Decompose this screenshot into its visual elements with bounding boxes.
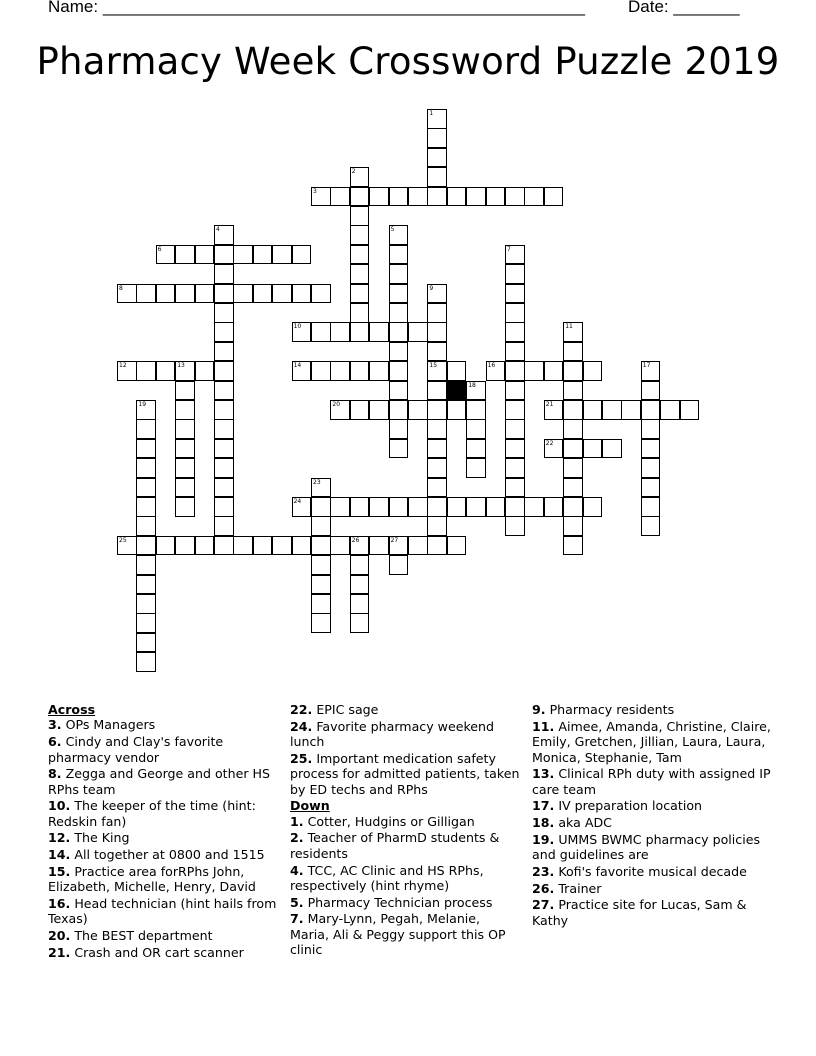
grid-cell[interactable] [136,652,156,672]
grid-cell[interactable] [544,497,564,517]
grid-cell[interactable] [505,478,525,498]
grid-cell[interactable] [311,613,331,633]
grid-cell[interactable] [641,497,661,517]
grid-cell[interactable] [214,516,234,536]
clue-down-13: 13. Clinical RPh duty with assigned IP care team [532,766,771,797]
grid-cell-25[interactable] [117,536,137,556]
grid-cell[interactable] [136,536,156,556]
grid-cell-24[interactable] [292,497,312,517]
clue-down-23: 23. Kofi's favorite musical decade [532,863,747,879]
grid-cell[interactable] [253,284,273,304]
grid-cell[interactable] [466,458,486,478]
grid-cell-18[interactable] [466,381,486,401]
grid-cell[interactable] [563,342,583,362]
grid-cell-22[interactable] [544,439,564,459]
clue-across-21: 21. Crash and OR cart scanner [48,944,244,960]
cell-number: 20 [332,401,341,408]
grid-cell[interactable] [272,284,292,304]
cell-number: 3 [313,187,317,195]
grid-cell[interactable] [563,400,583,420]
grid-cell[interactable] [156,284,176,304]
grid-cell[interactable] [330,187,350,207]
grid-cell-2[interactable] [350,167,370,187]
cell-number: 22 [545,439,554,447]
grid-cell[interactable] [311,575,331,595]
grid-cell[interactable] [253,245,273,265]
cell-number: 12 [119,362,127,370]
grid-cell[interactable] [544,361,564,381]
grid-cell[interactable] [330,361,350,381]
clue-column-3 [532,702,772,929]
grid-cell[interactable] [292,284,312,304]
cell-number: 13 [177,362,185,370]
cell-number: 8 [119,284,123,292]
clue-column-1 [48,702,284,961]
grid-cell[interactable] [641,381,661,401]
grid-cell[interactable] [214,439,234,459]
grid-cell[interactable] [486,187,506,207]
clue-down-7: 7. Mary-Lynn, Pegah, Melanie, Maria, Ali & Peggy support this OP clinic [290,911,506,958]
grid-cell[interactable] [136,555,156,575]
clue-down-2: 2. Teacher of PharmD students & residents [290,830,500,861]
grid-cell[interactable] [214,245,234,265]
grid-cell[interactable] [292,536,312,556]
grid-cell[interactable] [272,536,292,556]
grid-cell-19[interactable] [136,400,156,420]
cell-number: 17 [642,362,651,370]
header [48,0,740,17]
grid-cell[interactable] [175,381,195,401]
grid-cell[interactable] [505,419,525,439]
clue-across-14: 14. All together at 0800 and 1515 [48,847,265,863]
grid-cell-1[interactable] [427,109,447,129]
grid-cell[interactable] [214,478,234,498]
grid-cell[interactable] [427,536,447,556]
date-line[interactable]: _______ [673,0,740,16]
black-cell [447,381,467,401]
grid-cell[interactable] [214,536,234,556]
grid-cell[interactable] [214,458,234,478]
grid-cell[interactable] [427,342,447,362]
grid-cell[interactable] [136,361,156,381]
grid-cell[interactable] [641,458,661,478]
clue-across-25: 25. Important medication safety process for admitted patients, taken by ED techs and RPhs [290,750,520,797]
grid-cell[interactable] [350,284,370,304]
grid-cell[interactable] [505,458,525,478]
grid-cell[interactable] [505,516,525,536]
grid-cell[interactable] [311,284,331,304]
cell-number: 27 [390,536,399,544]
grid-cell[interactable] [214,303,234,323]
clue-column-2 [290,702,522,959]
cell-number: 1 [429,110,434,117]
grid-cell[interactable] [680,400,700,420]
grid-cell[interactable] [505,264,525,284]
grid-cell[interactable] [214,419,234,439]
grid-cell[interactable] [195,361,215,381]
grid-cell[interactable] [524,361,544,381]
grid-cell[interactable] [369,322,389,342]
down-heading: Down [290,798,330,814]
grid-cell[interactable] [311,594,331,614]
grid-cell[interactable] [427,128,447,148]
grid-cell[interactable] [389,381,409,401]
grid-cell[interactable] [621,400,641,420]
grid-cell[interactable] [583,439,603,459]
grid-cell[interactable] [641,419,661,439]
grid-cell[interactable] [272,245,292,265]
grid-cell[interactable] [330,536,350,556]
grid-cell[interactable] [350,575,370,595]
grid-cell[interactable] [369,536,389,556]
grid-cell[interactable] [408,400,428,420]
grid-cell[interactable] [641,478,661,498]
cell-number: 15 [429,362,438,370]
grid-cell[interactable] [505,497,525,517]
grid-cell[interactable] [466,187,486,207]
clue-down-19: 19. UMMS BWMC pharmacy policies and guidelines are [532,831,761,863]
grid-cell[interactable] [563,439,583,459]
grid-cell[interactable] [505,439,525,459]
grid-cell[interactable] [350,497,370,517]
grid-cell[interactable] [330,497,350,517]
grid-cell[interactable] [233,536,253,556]
grid-cell[interactable] [136,594,156,614]
grid-cell[interactable] [427,478,447,498]
clue-down-26: 26. Trainer [532,880,602,896]
grid-cell[interactable] [136,516,156,536]
grid-cell[interactable] [427,187,447,207]
clue-down-1: 1. Cotter, Hudgins or Gilligan [290,813,475,829]
grid-cell[interactable] [563,458,583,478]
clue-down-5: 5. Pharmacy Technician process [290,894,493,910]
grid-cell[interactable] [136,633,156,653]
grid-cell-13[interactable] [175,361,195,381]
grid-cell-4[interactable] [214,225,234,245]
grid-cell[interactable] [350,303,370,323]
grid-cell[interactable] [311,536,331,556]
grid-cell[interactable] [389,245,409,265]
grid-cell[interactable] [214,284,234,304]
grid-cell[interactable] [389,187,409,207]
grid-cell[interactable] [563,516,583,536]
grid-cell[interactable] [602,439,622,459]
grid-cell[interactable] [505,322,525,342]
cell-number: 9 [429,284,434,292]
grid-cell[interactable] [447,187,467,207]
grid-cell[interactable] [214,400,234,420]
clue-across-24: 24. Favorite pharmacy weekend lunch [290,718,495,750]
grid-cell[interactable] [253,536,273,556]
grid-cell[interactable] [350,594,370,614]
grid-cell-15[interactable] [427,361,447,381]
grid-cell[interactable] [389,303,409,323]
grid-cell[interactable] [427,419,447,439]
grid-cell[interactable] [447,361,467,381]
grid-cell[interactable] [505,284,525,304]
cell-number: 23 [313,478,321,486]
grid-cell[interactable] [389,419,409,439]
clue-down-27: 27. Practice site for Lucas, Sam & Kathy [532,897,747,928]
grid-cell[interactable] [408,322,428,342]
grid-cell[interactable] [466,439,486,459]
grid-cell[interactable] [544,187,564,207]
grid-cell[interactable] [175,439,195,459]
grid-cell[interactable] [408,497,428,517]
clue-across-22: 22. EPIC sage [290,702,379,717]
grid-cell-12[interactable] [117,361,137,381]
cell-number: 11 [565,323,573,331]
date-group [628,0,740,17]
cell-number: 25 [119,536,127,544]
clue-across-10: 10. The keeper of the time (hint: Redskin fan) [48,798,256,829]
grid-cell[interactable] [195,245,215,265]
across-heading: Across [48,702,96,717]
grid-cell-20[interactable] [330,400,350,420]
date-label: Date: [628,0,669,16]
clue-across-8: 8. Zegga and George and other HS RPhs team [48,766,270,797]
grid-cell[interactable] [136,284,156,304]
grid-cell[interactable] [660,400,680,420]
grid-cell[interactable] [389,284,409,304]
grid-cell[interactable] [350,555,370,575]
grid-cell-7[interactable] [505,245,525,265]
grid-cell[interactable] [369,400,389,420]
grid-cell[interactable] [505,187,525,207]
grid-cell-9[interactable] [427,284,447,304]
grid-cell[interactable] [427,303,447,323]
grid-cell[interactable] [427,439,447,459]
grid-cell[interactable] [563,419,583,439]
grid-cell[interactable] [524,497,544,517]
grid-cell[interactable] [389,342,409,362]
grid-cell[interactable] [175,400,195,420]
clue-across-15: 15. Practice area forRPhs John, Elizabeth, Michelle, Henry, David [48,863,256,895]
grid-cell[interactable] [136,439,156,459]
grid-cell[interactable] [156,536,176,556]
grid-cell[interactable] [427,148,447,168]
clue-across-12: 12. The King [48,830,130,846]
grid-cell-21[interactable] [544,400,564,420]
name-line[interactable]: ___________________________________________________ [102,0,585,16]
grid-cell[interactable] [214,264,234,284]
grid-cell[interactable] [350,264,370,284]
grid-cell[interactable] [563,536,583,556]
grid-cell[interactable] [447,536,467,556]
grid-cell[interactable] [408,536,428,556]
clue-down-11: 11. Aimee, Amanda, Christine, Claire, Emily, Gretchen, Jillian, Laura, Laura, Monica, Stephanie, Tam [532,718,771,765]
grid-cell[interactable] [350,361,370,381]
name-label: Name: [48,0,99,16]
clue-across-20: 20. The BEST department [48,928,213,944]
grid-cell[interactable] [389,322,409,342]
grid-cell[interactable] [214,322,234,342]
grid-cell-16[interactable] [486,361,506,381]
grid-cell[interactable] [427,381,447,401]
grid-cell-6[interactable] [156,245,176,265]
cell-number: 5 [390,226,395,234]
grid-cell[interactable] [136,497,156,517]
grid-cell[interactable] [311,555,331,575]
clue-down-4: 4. TCC, AC Clinic and HS RPhs, respectively (hint rhyme) [290,862,484,893]
grid-cell[interactable] [524,187,544,207]
grid-cell[interactable] [563,381,583,401]
grid-cell[interactable] [466,497,486,517]
grid-cell[interactable] [350,206,370,226]
clue-across-16: 16. Head technician (hint hails from Texas) [48,895,277,927]
grid-cell[interactable] [175,458,195,478]
cell-number: 4 [216,226,220,234]
grid-cell[interactable] [602,400,622,420]
cell-number: 24 [293,498,302,505]
grid-cell[interactable] [195,536,215,556]
grid-cell[interactable] [583,400,603,420]
grid-cell[interactable] [175,284,195,304]
grid-cell[interactable] [311,361,331,381]
grid-cell[interactable] [195,284,215,304]
clue-down-17: 17. IV preparation location [532,798,703,814]
grid-cell[interactable] [136,613,156,633]
grid-cell[interactable] [427,400,447,420]
grid-cell[interactable] [156,361,176,381]
grid-cell[interactable] [505,303,525,323]
grid-cell[interactable] [583,361,603,381]
grid-cell[interactable] [350,322,370,342]
grid-cell[interactable] [447,400,467,420]
cell-number: 16 [487,362,496,370]
grid-cell[interactable] [427,458,447,478]
grid-cell[interactable] [389,555,409,575]
clue-down-18: 18. aka ADC [532,815,612,831]
grid-cell[interactable] [136,478,156,498]
grid-cell[interactable] [408,187,428,207]
grid-cell[interactable] [175,419,195,439]
grid-cell[interactable] [136,419,156,439]
grid-cell[interactable] [447,497,467,517]
grid-cell-11[interactable] [563,322,583,342]
grid-cell[interactable] [350,187,370,207]
cell-number: 26 [351,536,360,544]
grid-cell[interactable] [389,497,409,517]
grid-cell[interactable] [505,342,525,362]
grid-cell-8[interactable] [117,284,137,304]
grid-cell[interactable] [311,322,331,342]
grid-cell[interactable] [563,361,583,381]
grid-cell-5[interactable] [389,225,409,245]
grid-cell[interactable] [389,439,409,459]
grid-cell-26[interactable] [350,536,370,556]
grid-cell[interactable] [350,225,370,245]
grid-cell[interactable] [389,400,409,420]
clue-down-9: 9. Pharmacy residents [532,702,675,717]
grid-cell[interactable] [214,342,234,362]
grid-cell[interactable] [175,478,195,498]
cell-number: 18 [468,381,476,389]
grid-cell[interactable] [136,458,156,478]
grid-cell[interactable] [369,187,389,207]
cell-number: 19 [138,401,147,408]
grid-cell[interactable] [641,439,661,459]
grid-cell[interactable] [427,167,447,187]
grid-cell[interactable] [136,575,156,595]
grid-cell[interactable] [214,361,234,381]
grid-cell[interactable] [175,245,195,265]
clue-across-3: 3. OPs Managers [48,717,156,733]
grid-cell[interactable] [311,497,331,517]
cell-number: 2 [351,168,356,176]
cell-number: 21 [545,401,554,408]
grid-cell[interactable] [389,361,409,381]
grid-cell[interactable] [292,245,312,265]
grid-cell-17[interactable] [641,361,661,381]
grid-cell[interactable] [350,245,370,265]
grid-cell[interactable] [563,497,583,517]
grid-cell[interactable] [641,400,661,420]
clue-across-6: 6. Cindy and Clay's favorite pharmacy vendor [48,734,224,765]
grid-cell[interactable] [505,361,525,381]
grid-cell[interactable] [350,613,370,633]
grid-cell[interactable] [369,361,389,381]
grid-cell-14[interactable] [292,361,312,381]
grid-cell-3[interactable] [311,187,331,207]
grid-cell[interactable] [583,497,603,517]
cell-number: 10 [293,323,302,331]
grid-cell[interactable] [233,284,253,304]
grid-cell[interactable] [427,322,447,342]
grid-cell[interactable] [350,400,370,420]
cell-number: 6 [157,245,162,253]
grid-cell-23[interactable] [311,478,331,498]
grid-cell[interactable] [311,516,331,536]
grid-cell[interactable] [330,322,350,342]
grid-cell[interactable] [214,497,234,517]
grid-cell[interactable] [427,497,447,517]
cell-number: 7 [507,245,511,253]
grid-cell[interactable] [466,400,486,420]
grid-cell-10[interactable] [292,322,312,342]
grid-cell-27[interactable] [389,536,409,556]
grid-cell[interactable] [427,516,447,536]
cell-number: 14 [293,362,302,370]
grid-cell[interactable] [486,497,506,517]
grid-cell[interactable] [389,264,409,284]
grid-cell[interactable] [175,497,195,517]
grid-cell[interactable] [563,478,583,498]
grid-cell[interactable] [369,497,389,517]
grid-cell[interactable] [175,536,195,556]
grid-cell[interactable] [641,516,661,536]
grid-cell[interactable] [214,381,234,401]
page-title: Pharmacy Week Crossword Puzzle 2019 [36,40,780,83]
grid-cell[interactable] [466,419,486,439]
grid-cell[interactable] [505,400,525,420]
grid-cell[interactable] [505,381,525,401]
grid-cell[interactable] [233,245,253,265]
